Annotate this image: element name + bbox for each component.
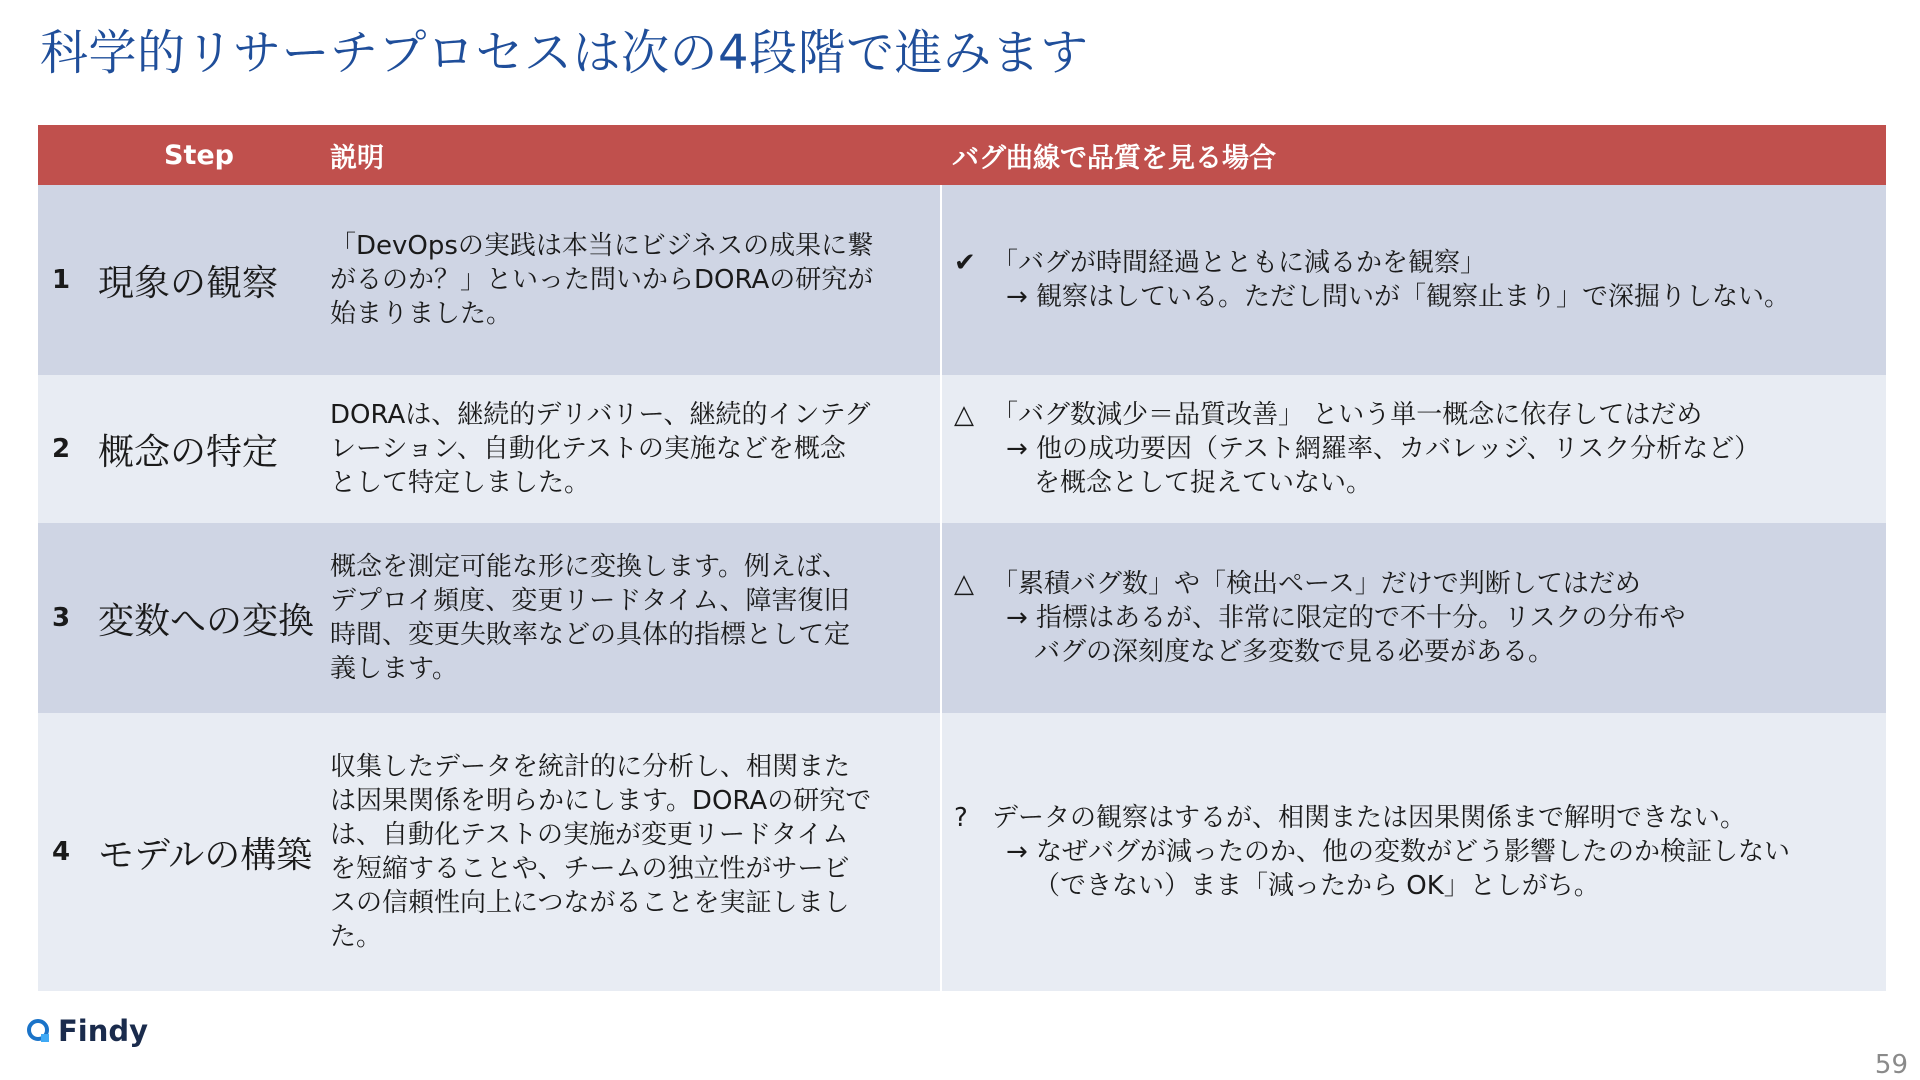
table-row: [38, 375, 1886, 523]
bug-curve-cell: [940, 375, 1886, 523]
description-line: 始まりました。: [330, 299, 513, 329]
question-icon: ?: [954, 803, 968, 833]
table-header: [38, 125, 1886, 185]
step-cell: [38, 827, 330, 878]
assessment-note: → 観察はしている。ただし問いが「観察止まり」で深掘りしない。: [1006, 282, 1791, 312]
description-line: 時間、変更失敗率などの具体的指標として定: [330, 620, 851, 650]
description-line: として特定しました。: [330, 468, 591, 498]
step-name: 現象の観察: [98, 262, 279, 304]
description-line: がるのか？」といった問いからDORAの研究が: [330, 265, 874, 295]
step-number: 3: [52, 603, 71, 633]
header-step: Step: [164, 139, 234, 171]
assessment-note: → なぜバグが減ったのか、他の変数がどう影響したのか検証しない: [1006, 837, 1791, 867]
assessment-line: [954, 801, 1886, 835]
assessment-line: [954, 246, 1886, 280]
description-line: は、自動化テストの実施が変更リードタイム: [330, 820, 849, 850]
description-line: 概念を測定可能な形に変換します。例えば、: [330, 552, 848, 582]
check-icon: ✔: [954, 248, 976, 278]
assessment-note: → 指標はあるが、非常に限定的で不十分。リスクの分布や: [1006, 603, 1686, 633]
description-cell: [330, 750, 940, 954]
step-number: 1: [52, 265, 71, 295]
step-cell: [38, 593, 330, 644]
table-row: [38, 185, 1886, 375]
logo-text: Findy: [58, 1014, 149, 1048]
assessment-text: データの観察はするが、相関または因果関係まで解明できない。: [992, 803, 1747, 833]
findy-logo: [26, 1014, 148, 1048]
assessment-line: [954, 567, 1886, 601]
description-line: デプロイ頻度、変更リードタイム、障害復旧: [330, 586, 850, 616]
assessment-note: → 他の成功要因（テスト網羅率、カバレッジ、リスク分析など）: [1006, 434, 1761, 464]
description-cell: [330, 398, 940, 500]
description-line: 収集したデータを統計的に分析し、相関また: [330, 752, 851, 782]
bug-curve-cell: [940, 185, 1886, 375]
description-line: DORAは、継続的デリバリー、継続的インテグ: [330, 400, 871, 430]
description-line: た。: [330, 922, 383, 952]
assessment-note: （できない）まま「減ったから OK」としがち。: [1034, 871, 1600, 901]
description-line: を短縮することや、チームの独立性がサービ: [330, 854, 850, 884]
table-row: [38, 713, 1886, 991]
page-title: 科学的リサーチプロセスは次の4段階で進みます: [40, 25, 1089, 81]
header-bug-curve: バグ曲線で品質を見る場合: [952, 142, 1276, 174]
description-line: レーション、自動化テストの実施などを概念: [330, 434, 846, 464]
description-line: スの信頼性向上につながることを実証しまし: [330, 888, 850, 918]
bug-curve-cell: [940, 523, 1886, 713]
description-line: 義します。: [330, 654, 458, 684]
description-cell: [330, 550, 940, 686]
findy-logo-icon: [26, 1018, 52, 1044]
step-cell: [38, 255, 330, 306]
step-number: 2: [52, 434, 71, 464]
step-name: 変数への変換: [98, 600, 315, 642]
step-name: 概念の特定: [98, 431, 279, 473]
description-line: は因果関係を明らかにします。DORAの研究で: [330, 786, 872, 816]
bug-curve-cell: [940, 713, 1886, 991]
step-number: 4: [52, 837, 71, 867]
process-table: [38, 125, 1886, 991]
assessment-text: 「累積バグ数」や「検出ペース」だけで判断してはだめ: [992, 569, 1641, 599]
assessment-line: [954, 398, 1886, 432]
description-cell: [330, 229, 940, 331]
table-row: [38, 523, 1886, 713]
assessment-note: を概念として捉えていない。: [1034, 468, 1373, 498]
triangle-icon: △: [954, 569, 974, 599]
assessment-text: 「バグが時間経過とともに減るかを観察」: [992, 248, 1487, 278]
assessment-note: バグの深刻度など多変数で見る必要がある。: [1034, 637, 1555, 667]
header-description: 説明: [330, 142, 384, 174]
step-cell: [38, 424, 330, 475]
triangle-icon: △: [954, 400, 974, 430]
page-number: 59: [1874, 1050, 1908, 1080]
assessment-text: 「バグ数減少＝品質改善」 という単一概念に依存してはだめ: [992, 400, 1703, 430]
step-name: モデルの構築: [98, 834, 313, 876]
description-line: 「DevOpsの実践は本当にビジネスの成果に繋: [330, 231, 874, 261]
